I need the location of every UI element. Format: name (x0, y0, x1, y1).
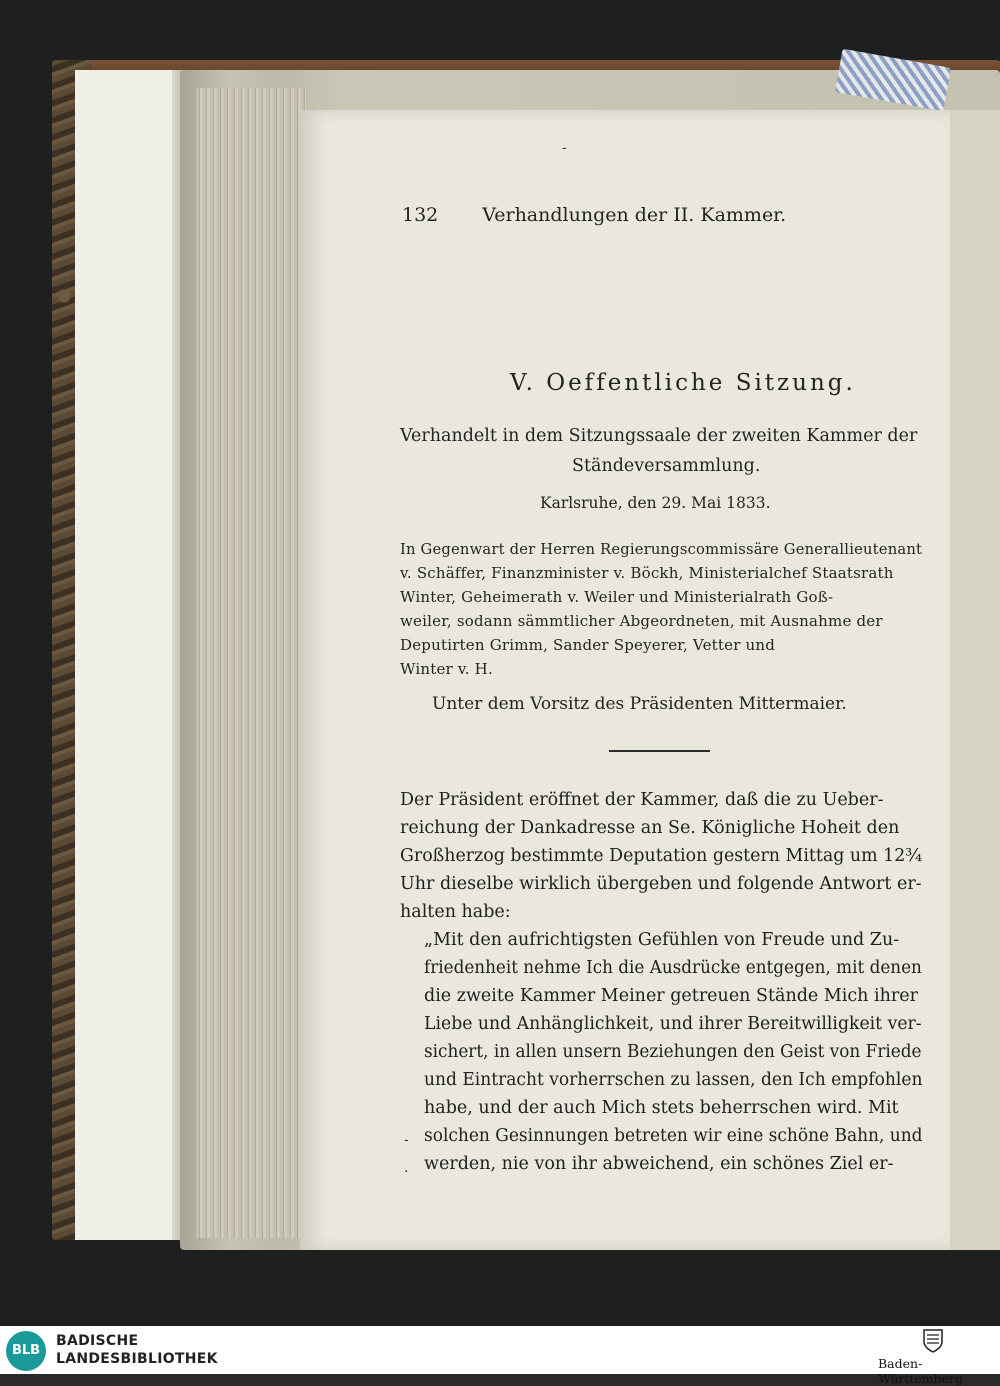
margin-mark: . (404, 1160, 409, 1176)
quote-line: solchen Gesinnungen betreten wir eine schöne Bahn, und (424, 1126, 923, 1146)
library-name[interactable] (56, 1332, 218, 1368)
library-name-line-1: BADISCHE (56, 1333, 139, 1349)
quote-line: „Mit den aufrichtigsten Gefühlen von Freude und Zu- (424, 930, 900, 950)
quote-line: Liebe und Anhänglichkeit, und ihrer Bereitwilligkeit ver- (424, 1014, 922, 1034)
page-stack-edges (196, 88, 306, 1238)
endpaper (75, 70, 185, 1240)
section-rule (609, 750, 710, 752)
running-head (402, 204, 786, 226)
region-label: Baden-Württemberg (878, 1356, 964, 1386)
dateline: Karlsruhe, den 29. Mai 1833. (540, 494, 771, 512)
quote-line: werden, nie von ihr abweichend, ein schönes Ziel er- (424, 1154, 894, 1174)
facing-page-edge (944, 110, 1000, 1250)
presence-line: Deputirten Grimm, Sander Speyerer, Vetter und (400, 636, 776, 654)
quote-line: die zweite Kammer Meiner getreuen Stände Mich ihrer (424, 986, 918, 1006)
page-number: 132 (402, 204, 439, 226)
body-line: halten habe: (400, 902, 511, 922)
presence-line: v. Schäffer, Finanzminister v. Böckh, Ministerialchef Staatsrath (400, 564, 894, 582)
running-head-title: Verhandlungen der II. Kammer. (482, 204, 787, 226)
library-name-line-2: LANDESBIBLIOTHEK (56, 1351, 218, 1367)
body-line: Der Präsident eröffnet der Kammer, daß die zu Ueber- (400, 790, 884, 810)
body-line: Uhr dieselbe wirklich übergeben und folgende Antwort er- (400, 874, 922, 894)
margin-mark: - (562, 140, 567, 156)
quote-line: friedenheit nehme Ich die Ausdrücke entgegen, mit denen (424, 958, 922, 978)
body-line: Großherzog bestimmte Deputation gestern Mittag um 12¾ (400, 846, 923, 866)
subtitle-line-1: Verhandelt in dem Sitzungssaale der zweiten Kammer der (400, 426, 918, 446)
subtitle-line-2: Ständeversammlung. (572, 456, 761, 476)
quote-line: habe, und der auch Mich stets beherrschen wird. Mit (424, 1098, 899, 1118)
chair-line: Unter dem Vorsitz des Präsidenten Mittermaier. (432, 694, 847, 714)
section-title: V. Oeffentliche Sitzung. (510, 370, 856, 396)
quote-line: und Eintracht vorherrschen zu lassen, den Ich empfohlen (424, 1070, 923, 1090)
quote-line: sichert, in allen unsern Beziehungen den Geist von Friede (424, 1042, 922, 1062)
presence-line: In Gegenwart der Herren Regierungscommissäre Generallieutenant (400, 540, 923, 558)
presence-line: weiler, sodann sämmtlicher Abgeordneten, mit Ausnahme der (400, 612, 883, 630)
margin-mark: - (404, 1132, 409, 1148)
footer-bar (0, 1326, 1000, 1386)
coat-of-arms-icon (922, 1328, 944, 1354)
blb-logo[interactable]: BLB (6, 1331, 46, 1371)
presence-line: Winter v. H. (400, 660, 493, 678)
body-line: reichung der Dankadresse an Se. Königliche Hoheit den (400, 818, 900, 838)
presence-line: Winter, Geheimerath v. Weiler und Ministerialrath Goß- (400, 588, 834, 606)
